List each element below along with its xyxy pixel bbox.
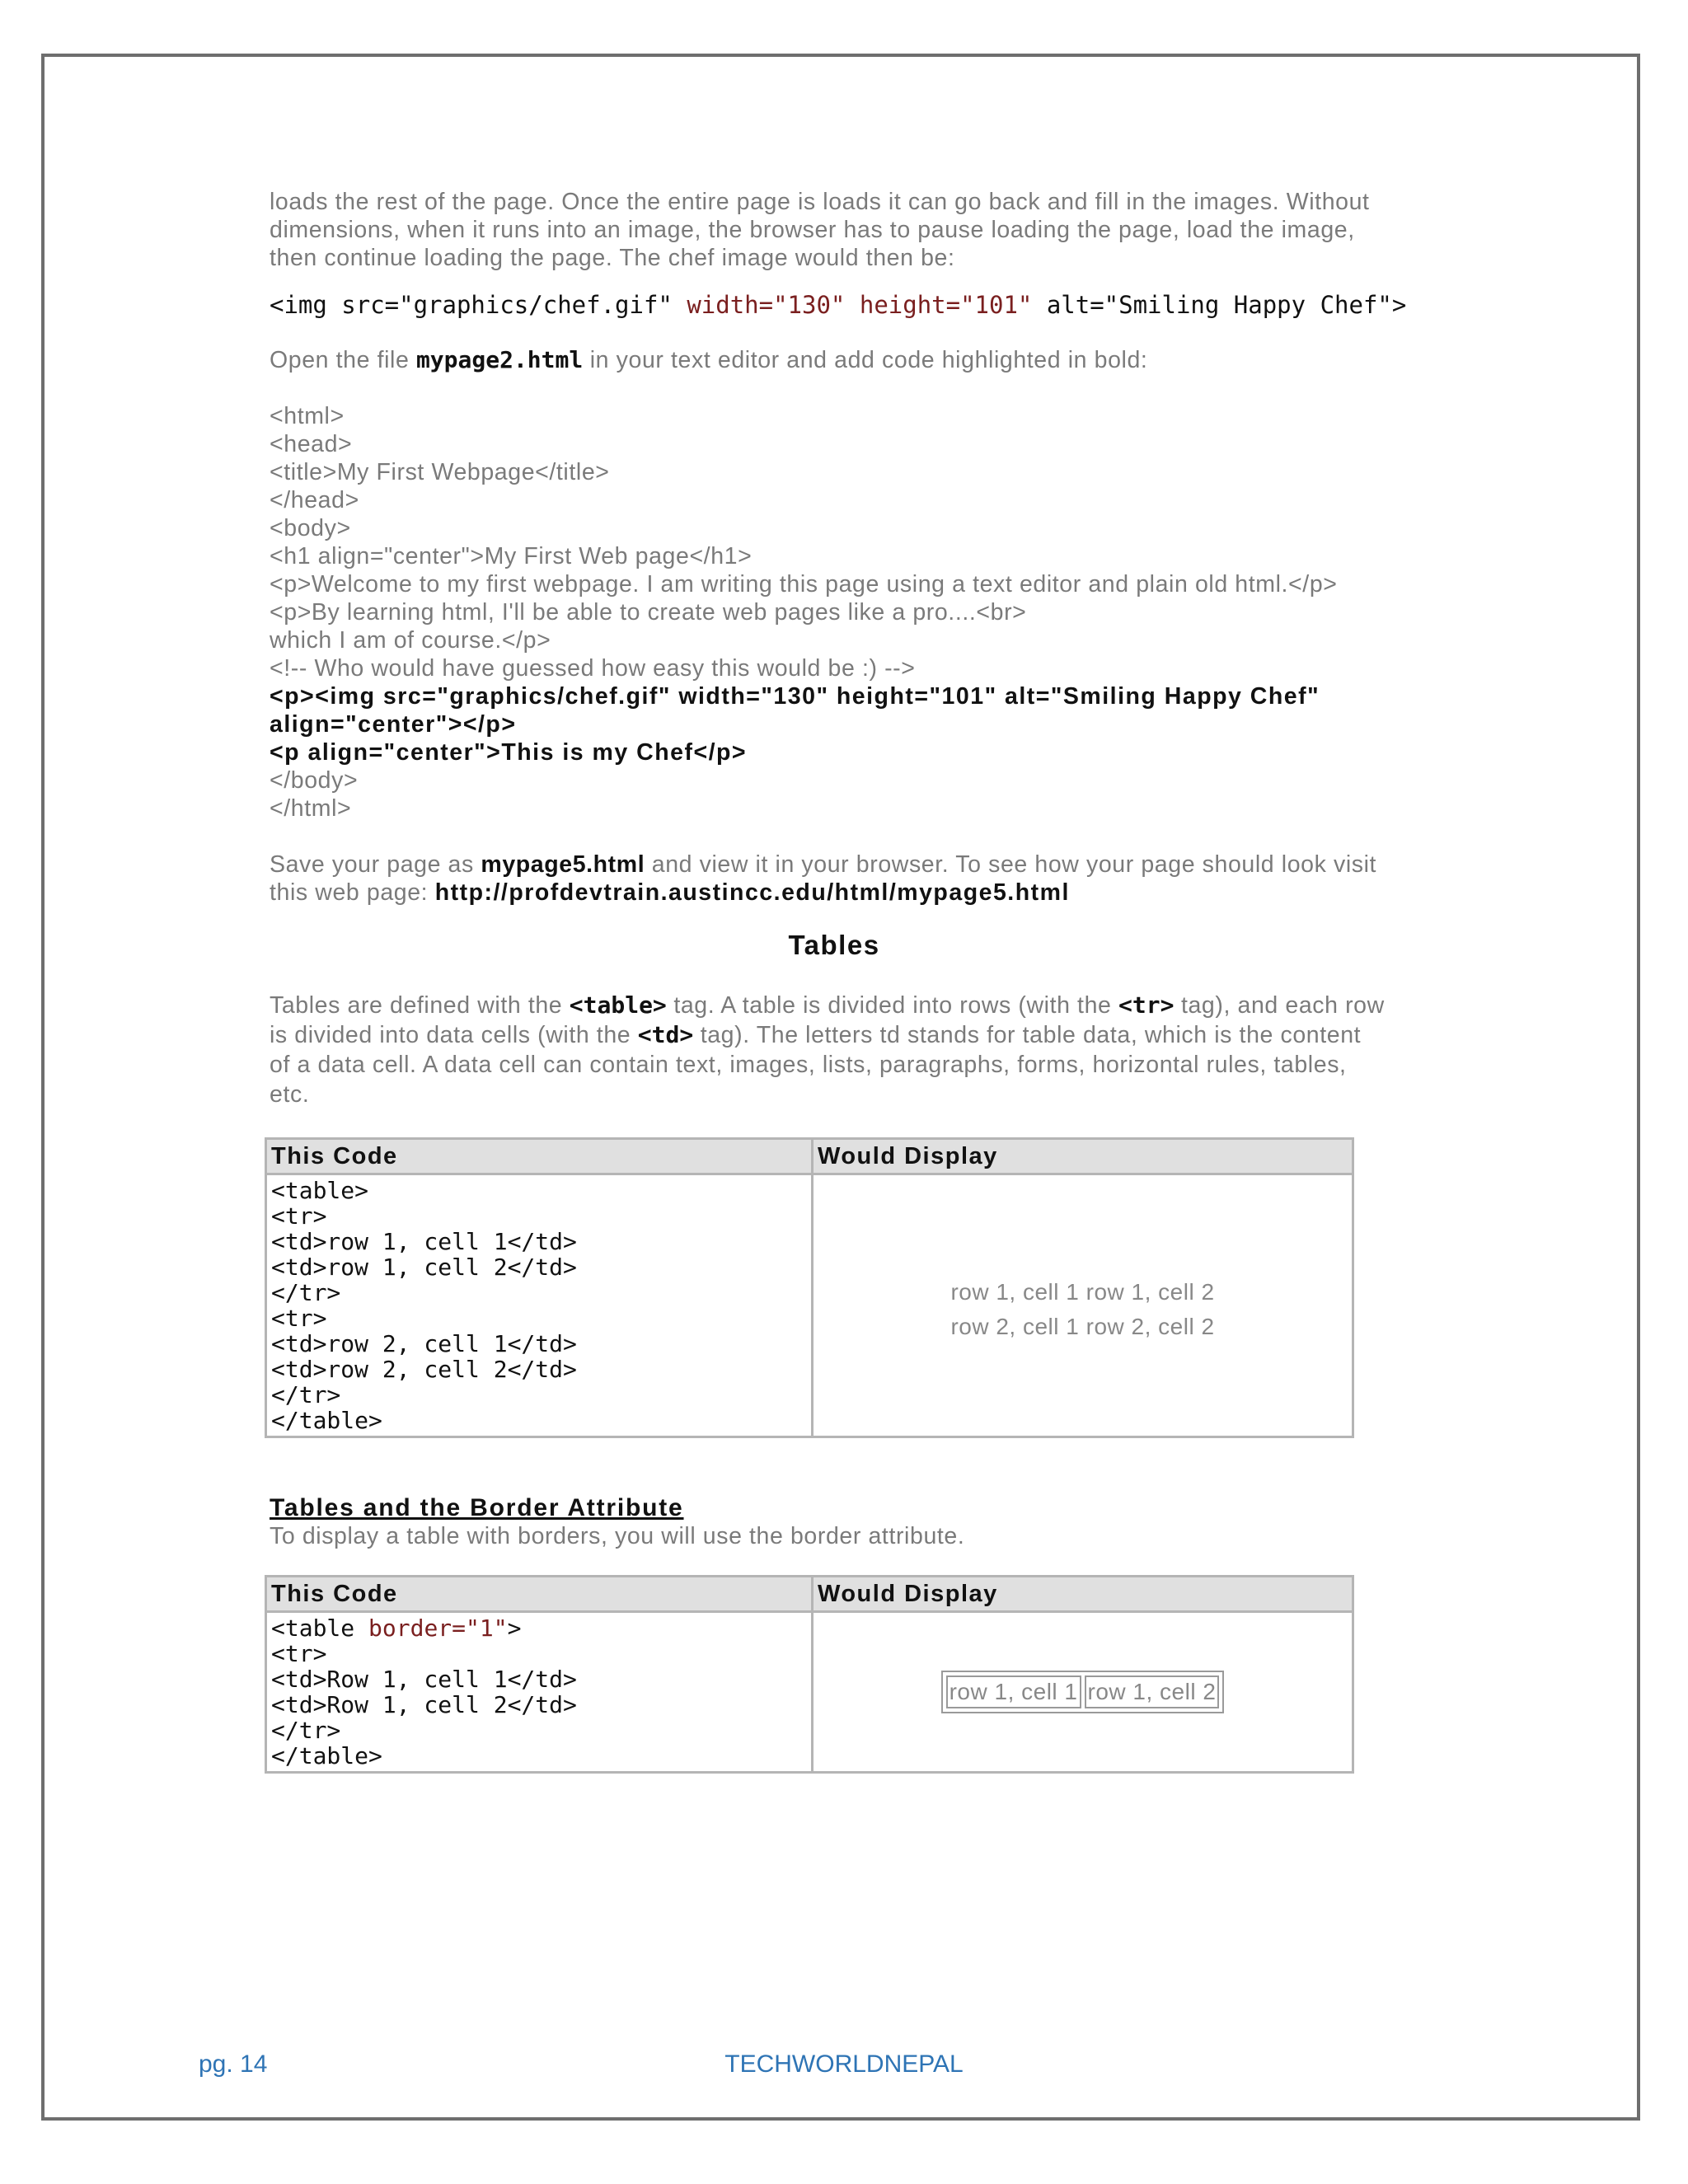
code-line-bold: align="center"></p>: [270, 711, 517, 738]
code-line: <h1 align="center">My First Web page</h1>: [270, 543, 753, 569]
tables-text: tag), and each row: [1174, 992, 1385, 1019]
tag-tr: <tr>: [1118, 991, 1175, 1019]
code-line: <html>: [270, 403, 345, 429]
table-row: [266, 1612, 1353, 1773]
footer-site-name: TECHWORLDNEPAL: [724, 2050, 964, 2078]
header-this-code: This Code: [266, 1139, 813, 1174]
code-table-open: <table: [271, 1615, 369, 1642]
code-line: <!-- Who would have guessed how easy this would be :) -->: [270, 655, 916, 682]
display-cell: [813, 1174, 1353, 1437]
page-number: pg. 14: [199, 2050, 268, 2078]
code-cell: [266, 1612, 813, 1773]
tables-text: is divided into data cells (with the: [270, 1022, 638, 1048]
tables-heading: Tables: [788, 930, 880, 960]
display-row-1: row 1, cell 1 row 1, cell 2: [950, 1279, 1215, 1305]
open-file-instruction: [270, 346, 1473, 374]
html-code-block: [270, 402, 1473, 823]
bordered-table-preview: [941, 1671, 1225, 1713]
code-line-bold: <p align="center">This is my Chef</p>: [270, 739, 748, 766]
img-code-part-4: alt="Smiling Happy Chef">: [1032, 291, 1407, 319]
code-border-attr: border="1": [368, 1615, 508, 1642]
tables-text: etc.: [270, 1081, 310, 1108]
save-before: Save your page as: [270, 851, 481, 878]
code-line: </head>: [270, 487, 359, 513]
table-example-basic: [265, 1137, 1354, 1438]
code-line: <body>: [270, 515, 351, 541]
header-would-display: Would Display: [813, 1139, 1353, 1174]
intro-line-1: loads the rest of the page. Once the entire page is loads it can go back and fill in the images. Without: [270, 189, 1370, 215]
code-line: <p>Welcome to my first webpage. I am writing this page using a text editor and plain old html.</p>: [270, 571, 1338, 598]
save-line2-before: this web page:: [270, 879, 435, 906]
tag-td: <td>: [637, 1021, 694, 1048]
code-line: <p>By learning html, I'll be able to create web pages like a pro....<br>: [270, 599, 1027, 626]
img-code-part-1: <img src="graphics/chef.gif": [270, 291, 687, 319]
table-row: [266, 1174, 1353, 1437]
save-file-name: mypage5.html: [481, 851, 645, 878]
code-line-bold: <p><img src="graphics/chef.gif" width="130" height="101" alt="Smiling Happy Chef": [270, 683, 1320, 710]
display-cell: [813, 1612, 1353, 1773]
intro-paragraph: [270, 188, 1473, 272]
header-this-code: This Code: [266, 1577, 813, 1612]
display-row-2: row 2, cell 1 row 2, cell 2: [950, 1314, 1215, 1339]
table-header-row: [266, 1577, 1353, 1612]
code-line: <head>: [270, 431, 353, 457]
open-file-before: Open the file: [270, 347, 416, 373]
tables-text: of a data cell. A data cell can contain text, images, lists, paragraphs, forms, horizontal rules, tables,: [270, 1052, 1347, 1078]
code-line: <title>My First Webpage</title>: [270, 459, 610, 485]
tables-text: Tables are defined with the: [270, 992, 570, 1019]
border-attribute-description: To display a table with borders, you will use the border attribute.: [270, 1523, 965, 1549]
intro-line-2: dimensions, when it runs into an image, the browser has to pause loading the page, load the image,: [270, 217, 1355, 243]
intro-line-3: then continue loading the page. The chef image would then be:: [270, 245, 955, 271]
img-code-example: [270, 290, 1473, 320]
tables-description: [270, 991, 1473, 1109]
code-line: </html>: [270, 795, 352, 822]
tables-text: tag). The letters td stands for table data, which is the content: [693, 1022, 1362, 1048]
img-code-width: width="130": [687, 291, 846, 319]
header-would-display: Would Display: [813, 1577, 1353, 1612]
preview-cell-1: row 1, cell 1: [946, 1675, 1081, 1708]
save-url: http://profdevtrain.austincc.edu/html/mypage5.html: [434, 879, 1070, 906]
save-instruction: [270, 851, 1473, 907]
code-line: </body>: [270, 767, 359, 794]
open-file-name: mypage2.html: [415, 346, 584, 373]
img-code-height: height="101": [859, 291, 1033, 319]
code-table-close-bracket: >: [507, 1615, 522, 1642]
code-cell: <table> <tr> <td>row 1, cell 1</td> <td>row 1, cell 2</td> </tr> <tr> <td>row 2, cell 1</td> <td>row 2, cell 2</td> </tr> </table>: [266, 1174, 813, 1437]
table-header-row: [266, 1139, 1353, 1174]
tables-text: tag. A table is divided into rows (with the: [666, 992, 1118, 1019]
open-file-after: in your text editor and add code highlighted in bold:: [583, 347, 1148, 373]
tag-table: <table>: [569, 991, 667, 1019]
document-body: [270, 188, 1473, 1774]
code-line: which I am of course.</p>: [270, 627, 551, 654]
code-rest: <tr> <td>Row 1, cell 1</td> <td>Row 1, cell 2</td> </tr> </table>: [271, 1640, 577, 1769]
save-after: and view it in your browser. To see how your page should look visit: [645, 851, 1377, 878]
table-example-border: [265, 1575, 1354, 1774]
border-attribute-heading: Tables and the Border Attribute: [270, 1494, 684, 1521]
preview-cell-2: row 1, cell 2: [1085, 1675, 1220, 1708]
